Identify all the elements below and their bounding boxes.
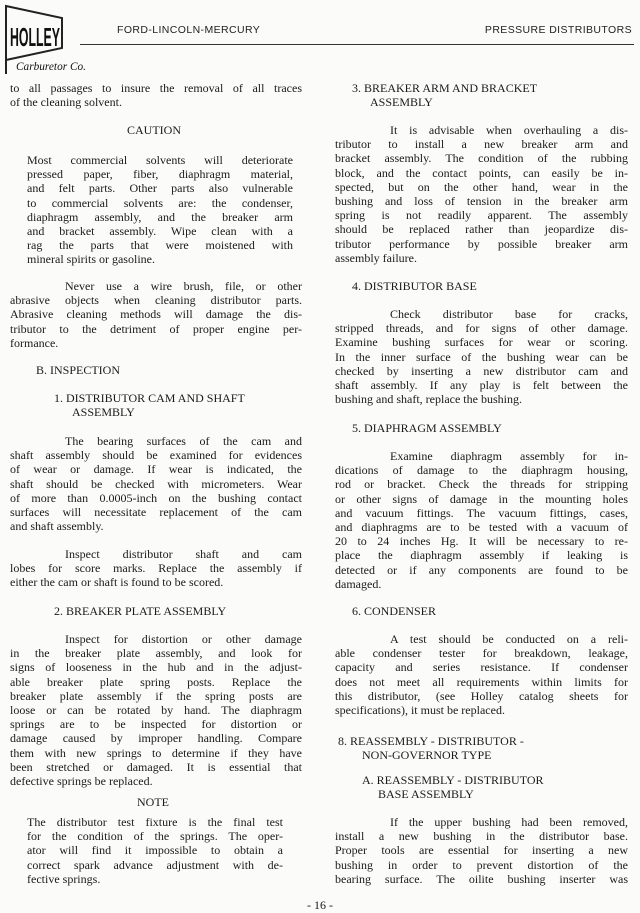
text-line: shaft assembly should be examined for evidences bbox=[10, 448, 302, 463]
text-line: defective springs be replaced. bbox=[10, 774, 153, 789]
text-line: tributor to the detriment of proper engine per- bbox=[10, 321, 302, 336]
text-line: of more than 0.0005-inch on the bushing contact bbox=[10, 490, 302, 505]
svg-text:HOLLEY: HOLLEY bbox=[10, 22, 60, 52]
text-line: dications of damage to the diaphragm housing, bbox=[335, 463, 628, 478]
text-line: to commercial solvents are: the condenser, bbox=[27, 195, 293, 210]
text-line: Examine bushing surfaces for wear or scoring. bbox=[335, 335, 628, 350]
text-line: in the breaker plate assembly, and look for bbox=[10, 646, 302, 661]
text-line: and shaft assembly. bbox=[10, 519, 104, 534]
heading-line: A. REASSEMBLY - DISTRIBUTOR bbox=[362, 773, 544, 787]
text-line: bracket assembly. The condition of the rubbing bbox=[335, 151, 628, 166]
heading-1 bbox=[54, 391, 245, 419]
text-line: shaft assembly. If any play is felt between the bbox=[335, 378, 628, 393]
heading-2: 2. BREAKER PLATE ASSEMBLY bbox=[54, 604, 227, 618]
text-line: Abrasive cleaning methods will damage the dis- bbox=[10, 307, 302, 322]
heading-5: 5. DIAPHRAGM ASSEMBLY bbox=[352, 421, 502, 435]
text-line: diaphragm assembly, and the breaker arm bbox=[27, 209, 293, 224]
text-line: to all passages to insure the removal of all traces bbox=[10, 81, 302, 95]
text-line: install a new bushing in the distributor base. bbox=[335, 829, 628, 844]
text-line: shaft should be checked with micrometers. Wear bbox=[10, 476, 302, 491]
paragraph-diaphragm bbox=[335, 449, 628, 591]
text-line: either the cam or shaft is found to be scored. bbox=[10, 575, 224, 590]
text-line: and felt parts. Other parts also vulnerable bbox=[27, 181, 293, 196]
text-line: correct spark advance adjustment with de- bbox=[27, 857, 283, 872]
paragraph-breaker-arm bbox=[335, 123, 628, 265]
text-line: formance. bbox=[10, 335, 59, 350]
text-line: bushing in order to prevent distortion of the bbox=[335, 857, 628, 872]
text-line: rod or bracket. Check the threads for stripping bbox=[335, 477, 628, 492]
text-line: tributor to install a new breaker arm and bbox=[335, 137, 628, 152]
text-line: been stretched or damaged. It is essential that bbox=[10, 759, 302, 774]
text-line: bushing and shaft, replace the bushing. bbox=[335, 392, 522, 407]
page-number: - 16 - bbox=[307, 898, 333, 912]
section-b-inspection: B. INSPECTION bbox=[36, 363, 121, 377]
text-line: for the condition of the springs. The oper- bbox=[27, 829, 283, 844]
text-line: assembly failure. bbox=[335, 250, 417, 265]
text-line: spring is not readily apparent. The assembly bbox=[335, 208, 628, 223]
text-line: pressed paper, fiber, diaphragm material, bbox=[27, 167, 293, 182]
text-line: breaker plate assembly if the spring posts are bbox=[10, 688, 302, 703]
caution-title: CAUTION bbox=[127, 123, 181, 137]
text-line: capacity and series resistance. If condenser bbox=[335, 660, 628, 675]
text-line: The distributor test fixture is the final test bbox=[27, 815, 283, 829]
text-line: If the upper bushing had been removed, bbox=[390, 815, 628, 829]
text-line: lobes for score marks. Replace the assembly if bbox=[10, 561, 302, 576]
paragraph-never-use bbox=[10, 279, 302, 350]
text-line: loose or can be rotated by hand. The diaphragm bbox=[10, 703, 302, 718]
text-line: Inspect distributor shaft and cam bbox=[65, 547, 302, 561]
text-line: The bearing surfaces of the cam and bbox=[65, 434, 302, 448]
text-line: mineral spirits or gasoline. bbox=[27, 252, 155, 267]
paragraph-inspect bbox=[10, 547, 302, 590]
text-line: bearing surface. The oilite bushing inserter was bbox=[335, 871, 628, 886]
note-text bbox=[27, 815, 283, 886]
text-line: and diaphragms are to be tested with a vacuum of bbox=[335, 520, 628, 535]
text-line: surfaces will necessitate replacement of the cam bbox=[10, 505, 302, 520]
header-right: PRESSURE DISTRIBUTORS bbox=[484, 24, 632, 36]
text-line: and bracket assembly. Wipe clean with a bbox=[27, 224, 293, 239]
text-line: ator will find it impossible to obtain a bbox=[27, 843, 283, 858]
text-line: Most commercial solvents will deteriorate bbox=[27, 153, 293, 167]
text-line: this distributor, (see Holley catalog sheets for bbox=[335, 688, 628, 703]
text-line: A test should be conducted on a reli- bbox=[390, 632, 628, 646]
paragraph-distributor-base bbox=[335, 307, 628, 406]
text-line: damaged. bbox=[335, 576, 382, 591]
text-line: of wear or damage. If wear is indicated, the bbox=[10, 462, 302, 477]
text-line: It is advisable when overhauling a dis- bbox=[390, 123, 628, 137]
heading-line: 1. DISTRIBUTOR CAM AND SHAFT bbox=[54, 391, 245, 405]
text-line: does not meet all requirements within limits for bbox=[335, 674, 628, 689]
text-line: of the cleaning solvent. bbox=[10, 95, 122, 110]
paragraph-condenser bbox=[335, 632, 628, 717]
heading-line: BASE ASSEMBLY bbox=[378, 787, 474, 802]
text-line: detected or if any components are found to be bbox=[335, 562, 628, 577]
heading-line: NON-GOVERNOR TYPE bbox=[362, 748, 492, 763]
paragraph-breaker-plate bbox=[10, 632, 302, 788]
text-line: and vacuum fittings. The vacuum fittings, cases, bbox=[335, 505, 628, 520]
text-line: or other signs of damage in the mounting holes bbox=[335, 491, 628, 506]
heading-8 bbox=[338, 734, 524, 762]
text-line: able condenser tester for breakdown, leakage, bbox=[335, 646, 628, 661]
heading-line: ASSEMBLY bbox=[370, 95, 433, 110]
text-line: fective springs. bbox=[27, 871, 101, 886]
heading-a bbox=[362, 773, 543, 801]
text-line: 20 to 24 inches Hg. It will be necessary to re- bbox=[335, 534, 628, 549]
heading-line: ASSEMBLY bbox=[72, 405, 135, 420]
text-line: Proper tools are essential for inserting a new bbox=[335, 843, 628, 858]
text-line: abrasive objects when cleaning distributor parts. bbox=[10, 293, 302, 308]
heading-4: 4. DISTRIBUTOR BASE bbox=[352, 279, 477, 293]
text-line: rag the parts that were moistened with bbox=[27, 238, 293, 253]
paragraph-reassembly bbox=[335, 815, 628, 886]
note-title: NOTE bbox=[137, 795, 169, 809]
text-line: springs are to be inspected for distortion or bbox=[10, 717, 302, 732]
text-line: them with new springs to determine if they have bbox=[10, 745, 302, 760]
text-line: tributor performance by possible breaker arm bbox=[335, 236, 628, 251]
holley-logo bbox=[4, 4, 90, 76]
text-line: block, and the contact points, can easily be in- bbox=[335, 165, 628, 180]
text-line: place the diaphragm assembly if leaking is bbox=[335, 548, 628, 563]
text-line: damage caused by improper handling. Compare bbox=[10, 731, 302, 746]
heading-line: 8. REASSEMBLY - DISTRIBUTOR - bbox=[338, 734, 524, 748]
header-left: FORD-LINCOLN-MERCURY bbox=[117, 24, 261, 36]
heading-line: 3. BREAKER ARM AND BRACKET bbox=[352, 81, 538, 95]
text-line: Examine diaphragm assembly for in- bbox=[390, 449, 628, 463]
text-line: Inspect for distortion or other damage bbox=[65, 632, 302, 646]
text-line: stripped threads, and for signs of other damage. bbox=[335, 321, 628, 336]
caution-text bbox=[27, 153, 293, 267]
text-line: Check distributor base for cracks, bbox=[390, 307, 628, 321]
paragraph-passages bbox=[10, 81, 302, 109]
text-line: should be replaced rather than jeopardize dis- bbox=[335, 222, 628, 237]
header-rule bbox=[80, 44, 634, 45]
heading-3 bbox=[352, 81, 537, 109]
text-line: specifications), it must be replaced. bbox=[335, 703, 505, 718]
text-line: able breaker plate spring posts. Replace the bbox=[10, 674, 302, 689]
text-line: In the inner surface of the bushing wear can be bbox=[335, 349, 628, 364]
heading-6: 6. CONDENSER bbox=[352, 604, 437, 618]
paragraph-bearing bbox=[10, 434, 302, 533]
svg-text:Carburetor Co.: Carburetor Co. bbox=[16, 59, 86, 73]
text-line: Never use a wire brush, file, or other bbox=[65, 279, 302, 293]
text-line: signs of looseness in the hub and in the adjust- bbox=[10, 660, 302, 675]
text-line: bushing and loss of tension in the breaker arm bbox=[335, 194, 628, 209]
text-line: spected, but on the other hand, wear in the bbox=[335, 179, 628, 194]
text-line: checked by inserting a new distributor cam and bbox=[335, 363, 628, 378]
